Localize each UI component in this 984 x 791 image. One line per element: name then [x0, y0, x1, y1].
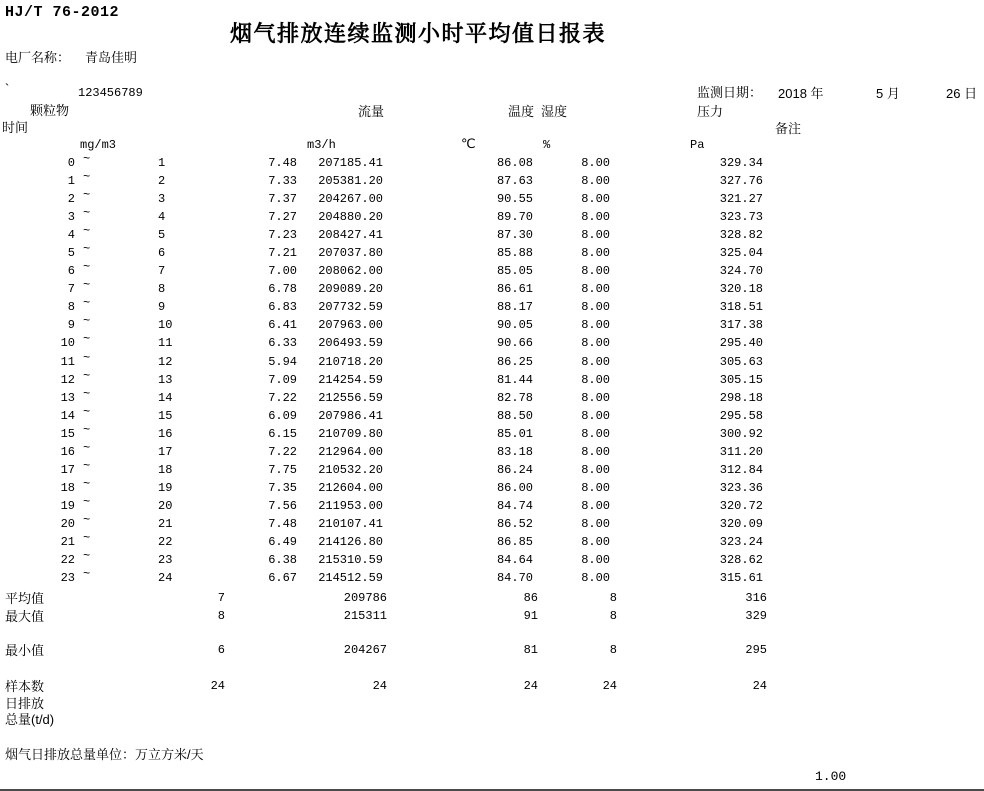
tick-mark: `	[5, 81, 10, 96]
humidity-value: 8.00	[581, 192, 610, 207]
hour-end: 6	[158, 246, 166, 261]
column-header-time: 时间	[2, 120, 29, 135]
flow-value: 208427.41	[318, 228, 383, 243]
pressure-value: 323.24	[719, 534, 763, 549]
page-number: 1.00	[815, 769, 847, 784]
pm-value: 6.33	[268, 336, 297, 351]
hour-end: 23	[158, 553, 173, 568]
monitor-date-day: 26 日	[946, 86, 978, 101]
flow-value: 212964.00	[318, 444, 383, 459]
hour-end: 3	[158, 192, 166, 207]
temp-value: 86.61	[496, 282, 533, 297]
temp-value: 90.66	[496, 336, 533, 351]
tilde-separator: ~	[83, 368, 91, 383]
pm-value: 6.41	[268, 318, 297, 333]
hour-start: 22	[60, 553, 75, 568]
pm-value: 5.94	[268, 354, 297, 369]
flow-value: 207037.80	[318, 246, 383, 261]
temp-value: 83.18	[496, 444, 533, 459]
tilde-separator: ~	[83, 440, 91, 455]
pm-value: 6.78	[268, 282, 297, 297]
summary-temp-value: 81	[523, 643, 538, 657]
pm-value: 7.75	[268, 462, 297, 477]
humidity-value: 8.00	[581, 372, 610, 387]
hour-end: 18	[158, 462, 173, 477]
pm-value: 7.22	[268, 444, 297, 459]
temp-value: 85.01	[496, 426, 533, 441]
humidity-value: 8.00	[581, 228, 610, 243]
tilde-separator: ~	[83, 332, 91, 347]
temp-value: 86.25	[496, 354, 533, 369]
hour-start: 8	[67, 300, 75, 315]
tilde-separator: ~	[83, 494, 91, 509]
hour-end: 21	[158, 516, 173, 531]
hour-end: 12	[158, 354, 173, 369]
hour-start: 5	[67, 246, 75, 261]
hour-start: 7	[67, 282, 75, 297]
unit-pressure: Pa	[690, 138, 705, 152]
temp-value: 90.55	[496, 192, 533, 207]
pm-value: 6.15	[268, 426, 297, 441]
flow-value: 206493.59	[318, 336, 383, 351]
summary-flow-value: 215311	[343, 609, 387, 623]
monitor-date-label: 监测日期：	[697, 85, 763, 100]
pm-value: 6.09	[268, 408, 297, 423]
pressure-value: 295.58	[719, 408, 763, 423]
summary-pressure-value: 24	[752, 679, 767, 693]
summary-label: 平均值	[5, 591, 45, 606]
standard-code: HJ/T 76-2012	[5, 4, 120, 21]
daily-emission-label-line1: 日排放	[5, 696, 45, 711]
humidity-value: 8.00	[581, 264, 610, 279]
unit-flow: m3/h	[307, 138, 336, 152]
humidity-value: 8.00	[581, 408, 610, 423]
humidity-value: 8.00	[581, 318, 610, 333]
pm-value: 6.67	[268, 571, 297, 586]
pressure-value: 295.40	[719, 336, 763, 351]
hour-end: 8	[158, 282, 166, 297]
hour-start: 1	[67, 174, 75, 189]
pressure-value: 321.27	[719, 192, 763, 207]
temp-value: 84.74	[496, 498, 533, 513]
tilde-separator: ~	[83, 278, 91, 293]
summary-pressure-value: 316	[745, 591, 767, 605]
pm-value: 6.83	[268, 300, 297, 315]
flow-value: 204880.20	[318, 210, 383, 225]
plant-name-label: 电厂名称：	[5, 50, 71, 65]
flow-value: 214126.80	[318, 534, 383, 549]
hour-start: 21	[60, 534, 75, 549]
flow-value: 210709.80	[318, 426, 383, 441]
hour-start: 18	[60, 480, 75, 495]
pressure-value: 324.70	[719, 264, 763, 279]
pressure-value: 298.18	[719, 390, 763, 405]
pressure-value: 305.63	[719, 354, 763, 369]
flow-value: 209089.20	[318, 282, 383, 297]
pressure-value: 305.15	[719, 372, 763, 387]
temp-value: 89.70	[496, 210, 533, 225]
column-header-remark: 备注	[775, 121, 802, 136]
tilde-separator: ~	[83, 386, 91, 401]
pressure-value: 328.82	[719, 228, 763, 243]
column-header-pressure: 压力	[697, 104, 724, 119]
tilde-separator: ~	[83, 314, 91, 329]
humidity-value: 8.00	[581, 354, 610, 369]
pm-value: 7.23	[268, 228, 297, 243]
flow-value: 205381.20	[318, 174, 383, 189]
hour-end: 17	[158, 444, 173, 459]
hour-end: 13	[158, 372, 173, 387]
pressure-value: 300.92	[719, 426, 763, 441]
hour-end: 22	[158, 534, 173, 549]
flow-value: 207986.41	[318, 408, 383, 423]
footer-unit-note: 烟气日排放总量单位：万立方米/天	[5, 747, 204, 762]
summary-pm-value: 6	[217, 643, 225, 657]
summary-humidity-value: 8	[609, 609, 617, 623]
tilde-separator: ~	[83, 512, 91, 527]
humidity-value: 8.00	[581, 444, 610, 459]
temp-value: 87.63	[496, 174, 533, 189]
summary-pm-value: 8	[217, 609, 225, 623]
hour-end: 10	[158, 318, 173, 333]
unit-humidity: %	[543, 138, 551, 152]
flow-value: 207732.59	[318, 300, 383, 315]
tilde-separator: ~	[83, 260, 91, 275]
column-header-flow: 流量	[358, 104, 385, 119]
hour-start: 13	[60, 390, 75, 405]
pm-value: 7.00	[268, 264, 297, 279]
tilde-separator: ~	[83, 422, 91, 437]
tilde-separator: ~	[83, 188, 91, 203]
flow-value: 210718.20	[318, 354, 383, 369]
temp-value: 88.50	[496, 408, 533, 423]
pressure-value: 320.18	[719, 282, 763, 297]
temp-value: 84.64	[496, 553, 533, 568]
humidity-value: 8.00	[581, 390, 610, 405]
hour-end: 2	[158, 174, 166, 189]
pressure-value: 318.51	[719, 300, 763, 315]
humidity-value: 8.00	[581, 174, 610, 189]
temp-value: 88.17	[496, 300, 533, 315]
pressure-value: 312.84	[719, 462, 763, 477]
pressure-value: 320.09	[719, 516, 763, 531]
flow-value: 212604.00	[318, 480, 383, 495]
tilde-separator: ~	[83, 242, 91, 257]
pressure-value: 323.36	[719, 480, 763, 495]
humidity-value: 8.00	[581, 282, 610, 297]
hour-end: 16	[158, 426, 173, 441]
humidity-value: 8.00	[581, 246, 610, 261]
flow-value: 214512.59	[318, 571, 383, 586]
monitor-date-month: 5 月	[876, 86, 900, 101]
summary-label: 最大值	[5, 609, 45, 624]
pm-value: 7.56	[268, 498, 297, 513]
hour-end: 9	[158, 300, 166, 315]
summary-flow-value: 24	[372, 679, 387, 693]
temp-value: 84.70	[496, 571, 533, 586]
column-header-pm: 颗粒物	[30, 103, 70, 118]
flow-value: 207963.00	[318, 318, 383, 333]
pressure-value: 315.61	[719, 571, 763, 586]
hour-start: 10	[60, 336, 75, 351]
hour-start: 11	[60, 354, 75, 369]
flow-value: 214254.59	[318, 372, 383, 387]
hour-start: 9	[67, 318, 75, 333]
pressure-value: 328.62	[719, 553, 763, 568]
tilde-separator: ~	[83, 206, 91, 221]
summary-temp-value: 91	[523, 609, 538, 623]
pm-value: 7.48	[268, 516, 297, 531]
flow-value: 211953.00	[318, 498, 383, 513]
hour-start: 20	[60, 516, 75, 531]
temp-value: 85.88	[496, 246, 533, 261]
daily-emission-label-line2: 总量(t/d)	[5, 712, 55, 727]
humidity-value: 8.00	[581, 462, 610, 477]
temp-value: 87.30	[496, 228, 533, 243]
flow-value: 208062.00	[318, 264, 383, 279]
flow-value: 215310.59	[318, 553, 383, 568]
hour-end: 1	[158, 156, 166, 170]
tilde-separator: ~	[83, 224, 91, 239]
column-header-humidity: 湿度	[541, 104, 568, 119]
tilde-separator: ~	[83, 458, 91, 473]
tilde-separator: ~	[83, 404, 91, 419]
summary-row	[0, 680, 984, 697]
temp-value: 81.44	[496, 372, 533, 387]
hour-end: 4	[158, 210, 166, 225]
humidity-value: 8.00	[581, 336, 610, 351]
humidity-value: 8.00	[581, 553, 610, 568]
hour-start: 2	[67, 192, 75, 207]
summary-label: 样本数	[5, 679, 45, 694]
humidity-value: 8.00	[581, 498, 610, 513]
hour-start: 16	[60, 444, 75, 459]
monitor-date-year: 2018 年	[778, 86, 824, 101]
unit-temp: ℃	[461, 136, 476, 151]
humidity-value: 8.00	[581, 210, 610, 225]
serial-number: 123456789	[78, 86, 143, 100]
humidity-value: 8.00	[581, 534, 610, 549]
temp-value: 86.85	[496, 534, 533, 549]
pm-value: 7.21	[268, 246, 297, 261]
hour-start: 23	[60, 571, 75, 586]
flow-value: 210107.41	[318, 516, 383, 531]
pressure-value: 317.38	[719, 318, 763, 333]
flow-value: 204267.00	[318, 192, 383, 207]
hour-start: 12	[60, 372, 75, 387]
pressure-value: 311.20	[719, 444, 763, 459]
hour-start: 17	[60, 462, 75, 477]
summary-humidity-value: 24	[602, 679, 617, 693]
summary-row	[0, 592, 984, 609]
pressure-value: 325.04	[719, 246, 763, 261]
hour-start: 14	[60, 408, 75, 423]
tilde-separator: ~	[83, 549, 91, 564]
pm-value: 7.35	[268, 480, 297, 495]
hour-start: 3	[67, 210, 75, 225]
summary-temp-value: 24	[523, 679, 538, 693]
pm-value: 6.38	[268, 553, 297, 568]
hour-end: 24	[158, 571, 173, 586]
flow-value: 210532.20	[318, 462, 383, 477]
temp-value: 85.05	[496, 264, 533, 279]
tilde-separator: ~	[83, 530, 91, 545]
pm-value: 6.49	[268, 534, 297, 549]
flow-value: 207185.41	[318, 156, 383, 170]
tilde-separator: ~	[83, 170, 91, 185]
pm-value: 7.48	[268, 156, 297, 170]
unit-pm: mg/m3	[80, 138, 117, 152]
hour-end: 19	[158, 480, 173, 495]
pressure-value: 323.73	[719, 210, 763, 225]
summary-pm-value: 24	[210, 679, 225, 693]
summary-humidity-value: 8	[609, 591, 617, 605]
humidity-value: 8.00	[581, 426, 610, 441]
humidity-value: 8.00	[581, 156, 610, 170]
pressure-value: 329.34	[719, 156, 763, 170]
humidity-value: 8.00	[581, 516, 610, 531]
temp-value: 90.05	[496, 318, 533, 333]
temp-value: 86.08	[496, 156, 533, 170]
hour-start: 0	[67, 156, 75, 170]
tilde-separator: ~	[83, 350, 91, 365]
hour-end: 11	[158, 336, 173, 351]
tilde-separator: ~	[83, 152, 91, 166]
flow-value: 212556.59	[318, 390, 383, 405]
temp-value: 86.52	[496, 516, 533, 531]
temp-value: 86.00	[496, 480, 533, 495]
hour-start: 15	[60, 426, 75, 441]
pm-value: 7.09	[268, 372, 297, 387]
humidity-value: 8.00	[581, 571, 610, 586]
column-header-temp: 温度	[508, 104, 535, 119]
pressure-value: 320.72	[719, 498, 763, 513]
humidity-value: 8.00	[581, 300, 610, 315]
page-title: 烟气排放连续监测小时平均值日报表	[230, 21, 607, 46]
hour-end: 5	[158, 228, 166, 243]
summary-temp-value: 86	[523, 591, 538, 605]
summary-flow-value: 204267	[343, 643, 387, 657]
tilde-separator: ~	[83, 296, 91, 311]
hour-start: 6	[67, 264, 75, 279]
summary-label: 最小值	[5, 643, 45, 658]
pm-value: 7.33	[268, 174, 297, 189]
summary-pm-value: 7	[217, 591, 225, 605]
summary-humidity-value: 8	[609, 643, 617, 657]
hour-start: 4	[67, 228, 75, 243]
tilde-separator: ~	[83, 567, 91, 582]
temp-value: 82.78	[496, 390, 533, 405]
summary-row	[0, 644, 984, 661]
hour-end: 20	[158, 498, 173, 513]
pm-value: 7.22	[268, 390, 297, 405]
tilde-separator: ~	[83, 476, 91, 491]
plant-name-value: 青岛佳明	[85, 50, 138, 65]
hour-end: 15	[158, 408, 173, 423]
summary-pressure-value: 295	[745, 643, 767, 657]
hour-start: 19	[60, 498, 75, 513]
hour-end: 7	[158, 264, 166, 279]
summary-pressure-value: 329	[745, 609, 767, 623]
temp-value: 86.24	[496, 462, 533, 477]
pressure-value: 327.76	[719, 174, 763, 189]
summary-row	[0, 610, 984, 627]
pm-value: 7.27	[268, 210, 297, 225]
summary-flow-value: 209786	[343, 591, 387, 605]
hour-end: 14	[158, 390, 173, 405]
pm-value: 7.37	[268, 192, 297, 207]
humidity-value: 8.00	[581, 480, 610, 495]
